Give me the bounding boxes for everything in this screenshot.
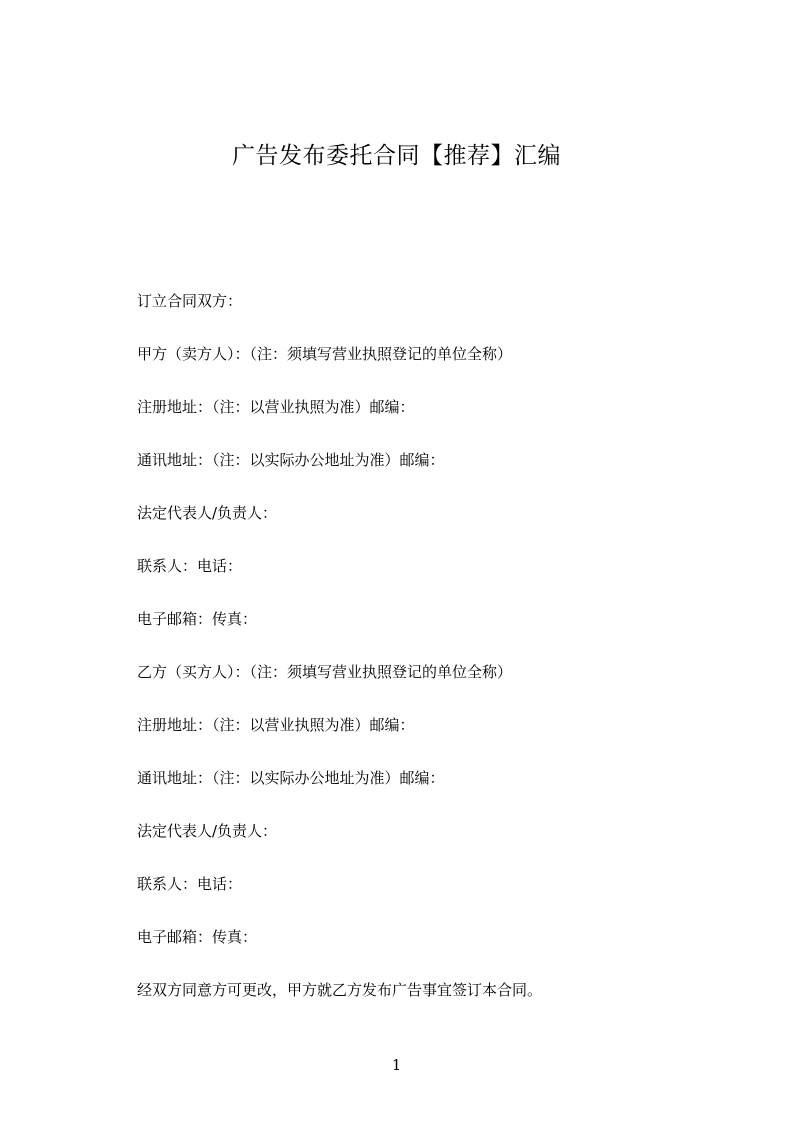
agreement-statement: 经双方同意方可更改，甲方就乙方发布广告事宜签订本合同。 [137, 981, 543, 999]
document-title: 广告发布委托合同【推荐】汇编 [232, 143, 561, 169]
party-a-mailing-address-line: 通讯地址：（注：以实际办公地址为准）邮编： [137, 451, 445, 469]
party-a-contact-line: 联系人：电话： [137, 557, 243, 575]
party-b-email-fax-line: 电子邮箱：传真： [137, 928, 258, 946]
party-a-email-fax-line: 电子邮箱：传真： [137, 610, 258, 628]
party-b-representative-line: 法定代表人/负责人： [137, 822, 278, 840]
party-b-mailing-address-line: 通讯地址：（注：以实际办公地址为准）邮编： [137, 769, 445, 787]
contract-body [137, 288, 737, 1030]
party-b-name-line: 乙方（买方人）：（注：须填写营业执照登记的单位全称） [137, 663, 513, 681]
party-a-representative-line: 法定代表人/负责人： [137, 504, 278, 522]
party-a-registered-address-line: 注册地址：（注：以营业执照为准）邮编： [137, 398, 415, 416]
parties-heading: 订立合同双方： [137, 292, 243, 310]
page-number: 1 [391, 1056, 402, 1074]
party-b-registered-address-line: 注册地址：（注：以营业执照为准）邮编： [137, 716, 415, 734]
party-a-name-line: 甲方（卖方人）：（注：须填写营业执照登记的单位全称） [137, 345, 513, 363]
party-b-contact-line: 联系人：电话： [137, 875, 243, 893]
